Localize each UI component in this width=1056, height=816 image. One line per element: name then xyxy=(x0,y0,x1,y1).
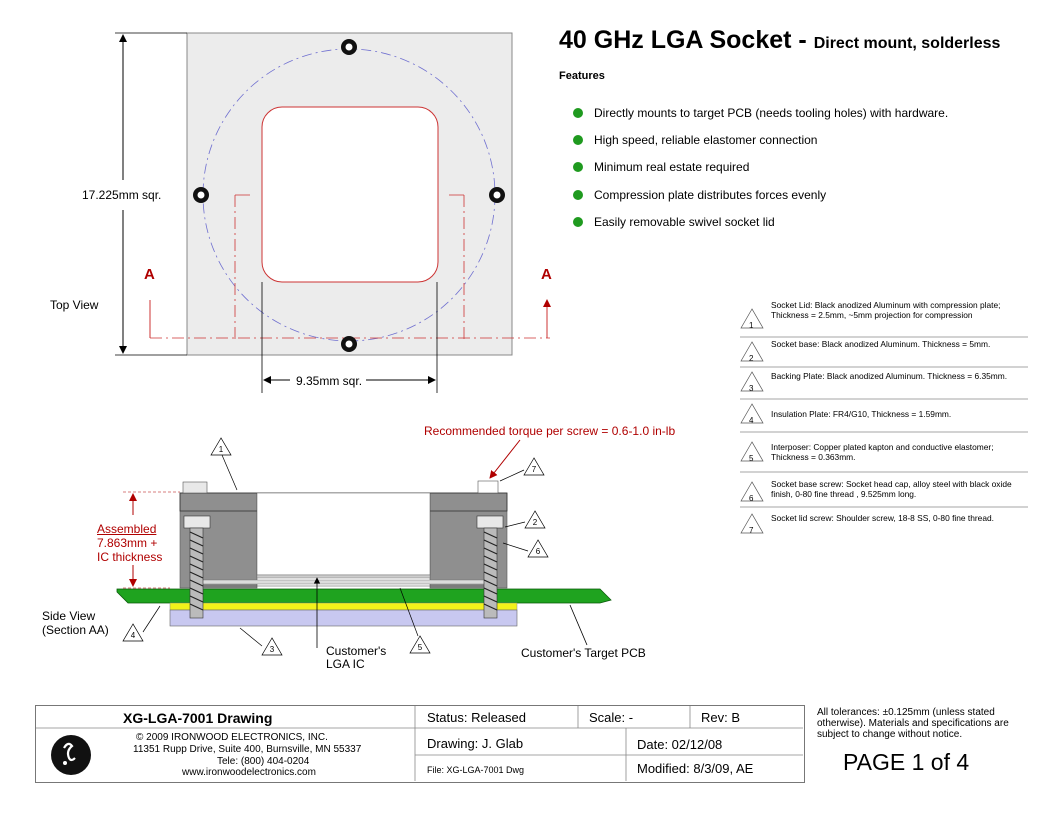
side-view-line1: Side View xyxy=(42,609,96,623)
part-text: Socket Lid: Black anodized Aluminum with compression plate; Thickness = 2.5mm, ~5mm projection for compression xyxy=(771,300,1001,320)
part-num: 3 xyxy=(749,384,754,393)
revision: Rev: B xyxy=(701,710,741,725)
date: Date: 02/12/08 xyxy=(637,737,723,752)
part-num: 7 xyxy=(749,526,754,535)
pcb-label: Customer's Target PCB xyxy=(521,646,646,660)
dim-outer-label: 17.225mm sqr. xyxy=(82,188,162,202)
part-text: Interposer: Copper plated kapton and conductive elastomer; Thickness = 0.363mm. xyxy=(771,442,994,462)
assembled-line3: IC thickness xyxy=(97,550,163,564)
address: 11351 Rupp Drive, Suite 400, Burnsville, MN 55337 xyxy=(133,744,362,755)
title-main: 40 GHz LGA Socket - xyxy=(559,26,807,54)
part-text: Socket base screw: Socket head cap, alloy steel with black oxide finish, 0-80 fine thread , 9.525mm long. xyxy=(771,479,1012,499)
torque-note: Recommended torque per screw = 0.6-1.0 in-lb xyxy=(424,424,676,438)
part-num: 1 xyxy=(749,321,754,330)
features-list xyxy=(573,106,948,242)
callout-3: 3 xyxy=(269,645,275,654)
feature-text: Easily removable swivel socket lid xyxy=(594,214,775,229)
title-sub: Direct mount, solderless xyxy=(813,35,1001,52)
top-view xyxy=(115,33,550,393)
ic-label-line1: Customer's xyxy=(326,644,387,658)
feature-text: Directly mounts to target PCB (needs tooling holes) with hardware. xyxy=(594,106,949,120)
part-num: 6 xyxy=(749,494,754,503)
callout-6: 6 xyxy=(535,547,541,556)
bullet-icon xyxy=(573,217,583,227)
feature-text: Minimum real estate required xyxy=(594,160,750,175)
callout-1: 1 xyxy=(218,445,224,454)
tolerance-note: All tolerances: ±0.125mm (unless stated otherwise). Materials and specifications are subject to change without notice. xyxy=(817,707,1009,740)
callout-4: 4 xyxy=(130,631,136,640)
file-name: File: XG-LGA-7001 Dwg xyxy=(427,765,525,775)
features-heading: Features xyxy=(559,70,605,82)
bullet-icon xyxy=(573,108,583,118)
list-item xyxy=(573,215,948,242)
feature-text: Compression plate distributes forces evenly xyxy=(594,187,827,202)
ic-label-line2: LGA IC xyxy=(326,657,365,671)
part-text: Socket base: Black anodized Aluminum. Thickness = 5mm. xyxy=(771,339,991,349)
top-view-label: Top View xyxy=(50,298,99,312)
modified: Modified: 8/3/09, AE xyxy=(637,761,754,776)
phone: Tele: (800) 404-0204 xyxy=(217,756,310,767)
bullet-icon xyxy=(573,162,583,172)
part-text: Backing Plate: Black anodized Aluminum. Thickness = 6.35mm. xyxy=(771,371,1008,381)
page-title xyxy=(559,26,1000,55)
website-link[interactable]: www.ironwoodelectronics.com xyxy=(182,767,316,778)
side-view-line2: (Section AA) xyxy=(42,623,109,637)
title-block xyxy=(35,705,805,783)
list-item xyxy=(573,133,948,160)
ic-label xyxy=(326,645,386,671)
bullet-icon xyxy=(573,135,583,145)
status: Status: Released xyxy=(427,710,527,725)
part-num: 5 xyxy=(749,454,754,463)
copyright: © 2009 IRONWOOD ELECTRONICS, INC. xyxy=(136,732,328,743)
assembled-line2: 7.863mm + xyxy=(97,536,158,550)
part-num: 4 xyxy=(749,416,754,425)
side-view-label xyxy=(42,609,109,637)
drawing-by: Drawing: J. Glab xyxy=(427,736,524,751)
bullet-icon xyxy=(573,190,583,200)
scale: Scale: - xyxy=(589,710,634,725)
list-item xyxy=(573,160,948,187)
part-num: 2 xyxy=(749,354,754,363)
dim-inner-label: 9.35mm sqr. xyxy=(296,374,363,388)
side-view xyxy=(117,438,611,655)
callout-5: 5 xyxy=(417,643,423,652)
drawing-title: XG-LGA-7001 Drawing xyxy=(123,710,273,726)
list-item xyxy=(573,106,948,133)
part-text: Insulation Plate: FR4/G10, Thickness = 1.59mm. xyxy=(771,409,952,419)
list-item xyxy=(573,188,948,215)
callout-2: 2 xyxy=(532,518,538,527)
feature-text: High speed, reliable elastomer connection xyxy=(594,133,818,148)
section-marker-right: A xyxy=(541,266,552,283)
section-marker-left: A xyxy=(144,266,155,283)
part-text: Socket lid screw: Shoulder screw, 18-8 SS, 0-80 fine thread. xyxy=(771,513,994,523)
callout-7: 7 xyxy=(531,465,537,474)
assembled-dimension xyxy=(97,522,162,564)
page-number: PAGE 1 of 4 xyxy=(843,749,970,775)
assembled-line1: Assembled xyxy=(97,522,157,536)
